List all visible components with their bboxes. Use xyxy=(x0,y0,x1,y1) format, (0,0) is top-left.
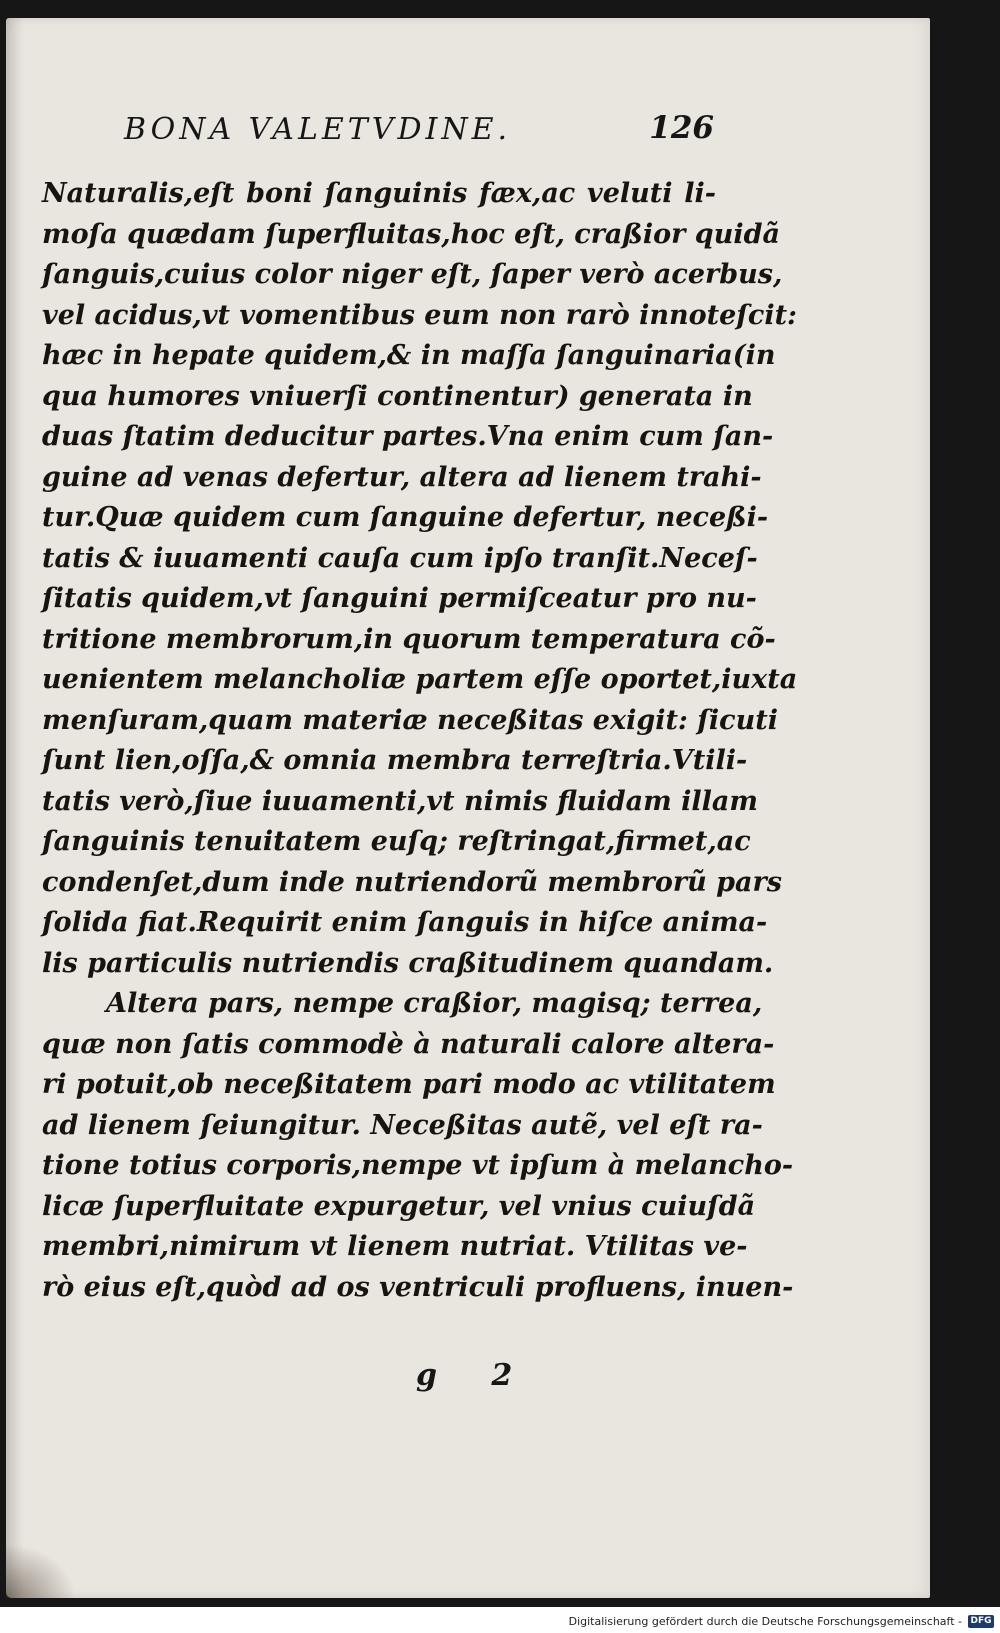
text-line: tione totius corporis,nempe vt ipſum à melancho- xyxy=(42,1150,794,1181)
book-page xyxy=(6,18,930,1598)
text-line: ſunt lien,oſſa,& omnia membra terreſtria.Vtili- xyxy=(42,745,748,776)
page-number: 126 xyxy=(649,110,714,146)
text-line: ſanguinis tenuitatem euſq; reſtringat,firmet,ac xyxy=(42,826,751,857)
signature-mark: g 2 xyxy=(416,1358,535,1393)
text-line: uenientem melancholiæ partem eſſe oportet,iuxta xyxy=(42,664,798,695)
text-line: duas ſtatim deducitur partes.Vna enim cum ſan- xyxy=(42,421,774,452)
text-line: tatis & iuuamenti cauſa cum ipſo tranſit.Neceſ- xyxy=(42,542,758,574)
text-line: tatis verò,ſiue iuuamenti,vt nimis fluidam illam xyxy=(42,785,758,817)
text-line: rò eius eſt,quòd ad os ventriculi profluens, inuen- xyxy=(42,1271,794,1303)
text-line: ri potuit,ob neceßitatem pari modo ac vtilitatem xyxy=(42,1069,776,1100)
text-line: lis particulis nutriendis craßitudinem quandam. xyxy=(42,947,774,979)
text-line: ad lienem ſeiungitur. Neceßitas autẽ, vel eſt ra- xyxy=(42,1109,763,1141)
running-title: BONA VALETVDINE. xyxy=(124,112,512,147)
text-line: ſitatis quidem,vt ſanguini permiſceatur pro nu- xyxy=(42,583,757,614)
text-line: Naturalis,eſt boni ſanguinis fæx,ac veluti li- xyxy=(42,178,716,209)
text-line: Altera pars, nempe craßior, magisq; terrea, xyxy=(106,988,763,1019)
text-line: vel acidus,vt vomentibus eum non rarò innoteſcit: xyxy=(42,299,798,331)
text-line: licæ ſuperfluitate expurgetur, vel vnius cuiuſdã xyxy=(42,1190,756,1222)
page-header xyxy=(124,106,714,156)
text-line: hæc in hepate quidem,& in maſſa ſanguinaria(in xyxy=(42,340,776,371)
text-line: moſa quædam ſuperfluitas,hoc eſt, craßior quidã xyxy=(42,218,780,250)
page-stain xyxy=(6,1543,76,1598)
text-line: qua humores vniuerſi continentur) generata in xyxy=(42,380,753,412)
funding-credit: Digitalisierung gefördert durch die Deutsche Forschungsgemeinschaft - xyxy=(568,1615,962,1628)
text-line: tur.Quæ quidem cum ſanguine defertur, neceßi- xyxy=(42,502,769,533)
digitization-footer xyxy=(0,1607,1000,1633)
dfg-logo: DFG xyxy=(968,1615,994,1628)
body-text xyxy=(42,174,798,1308)
text-line: membri,nimirum vt lienem nutriat. Vtilitas ve- xyxy=(42,1231,748,1262)
text-line: quæ non ſatis commodè à naturali calore altera- xyxy=(42,1028,775,1060)
text-line: menſuram,quam materiæ neceßitas exigit: ſicuti xyxy=(42,704,778,736)
gutter-shadow xyxy=(6,18,24,1598)
text-line: ſanguis,cuius color niger eſt, ſaper verò acerbus, xyxy=(42,259,783,290)
text-line: guine ad venas defertur, altera ad lienem trahi- xyxy=(42,461,762,493)
text-line: tritione membrorum,in quorum temperatura cõ- xyxy=(42,623,776,655)
text-line: ſolida fiat.Requirit enim ſanguis in hiſce anima- xyxy=(42,907,768,938)
text-line: condenſet,dum inde nutriendorũ membrorũ pars xyxy=(42,866,782,898)
